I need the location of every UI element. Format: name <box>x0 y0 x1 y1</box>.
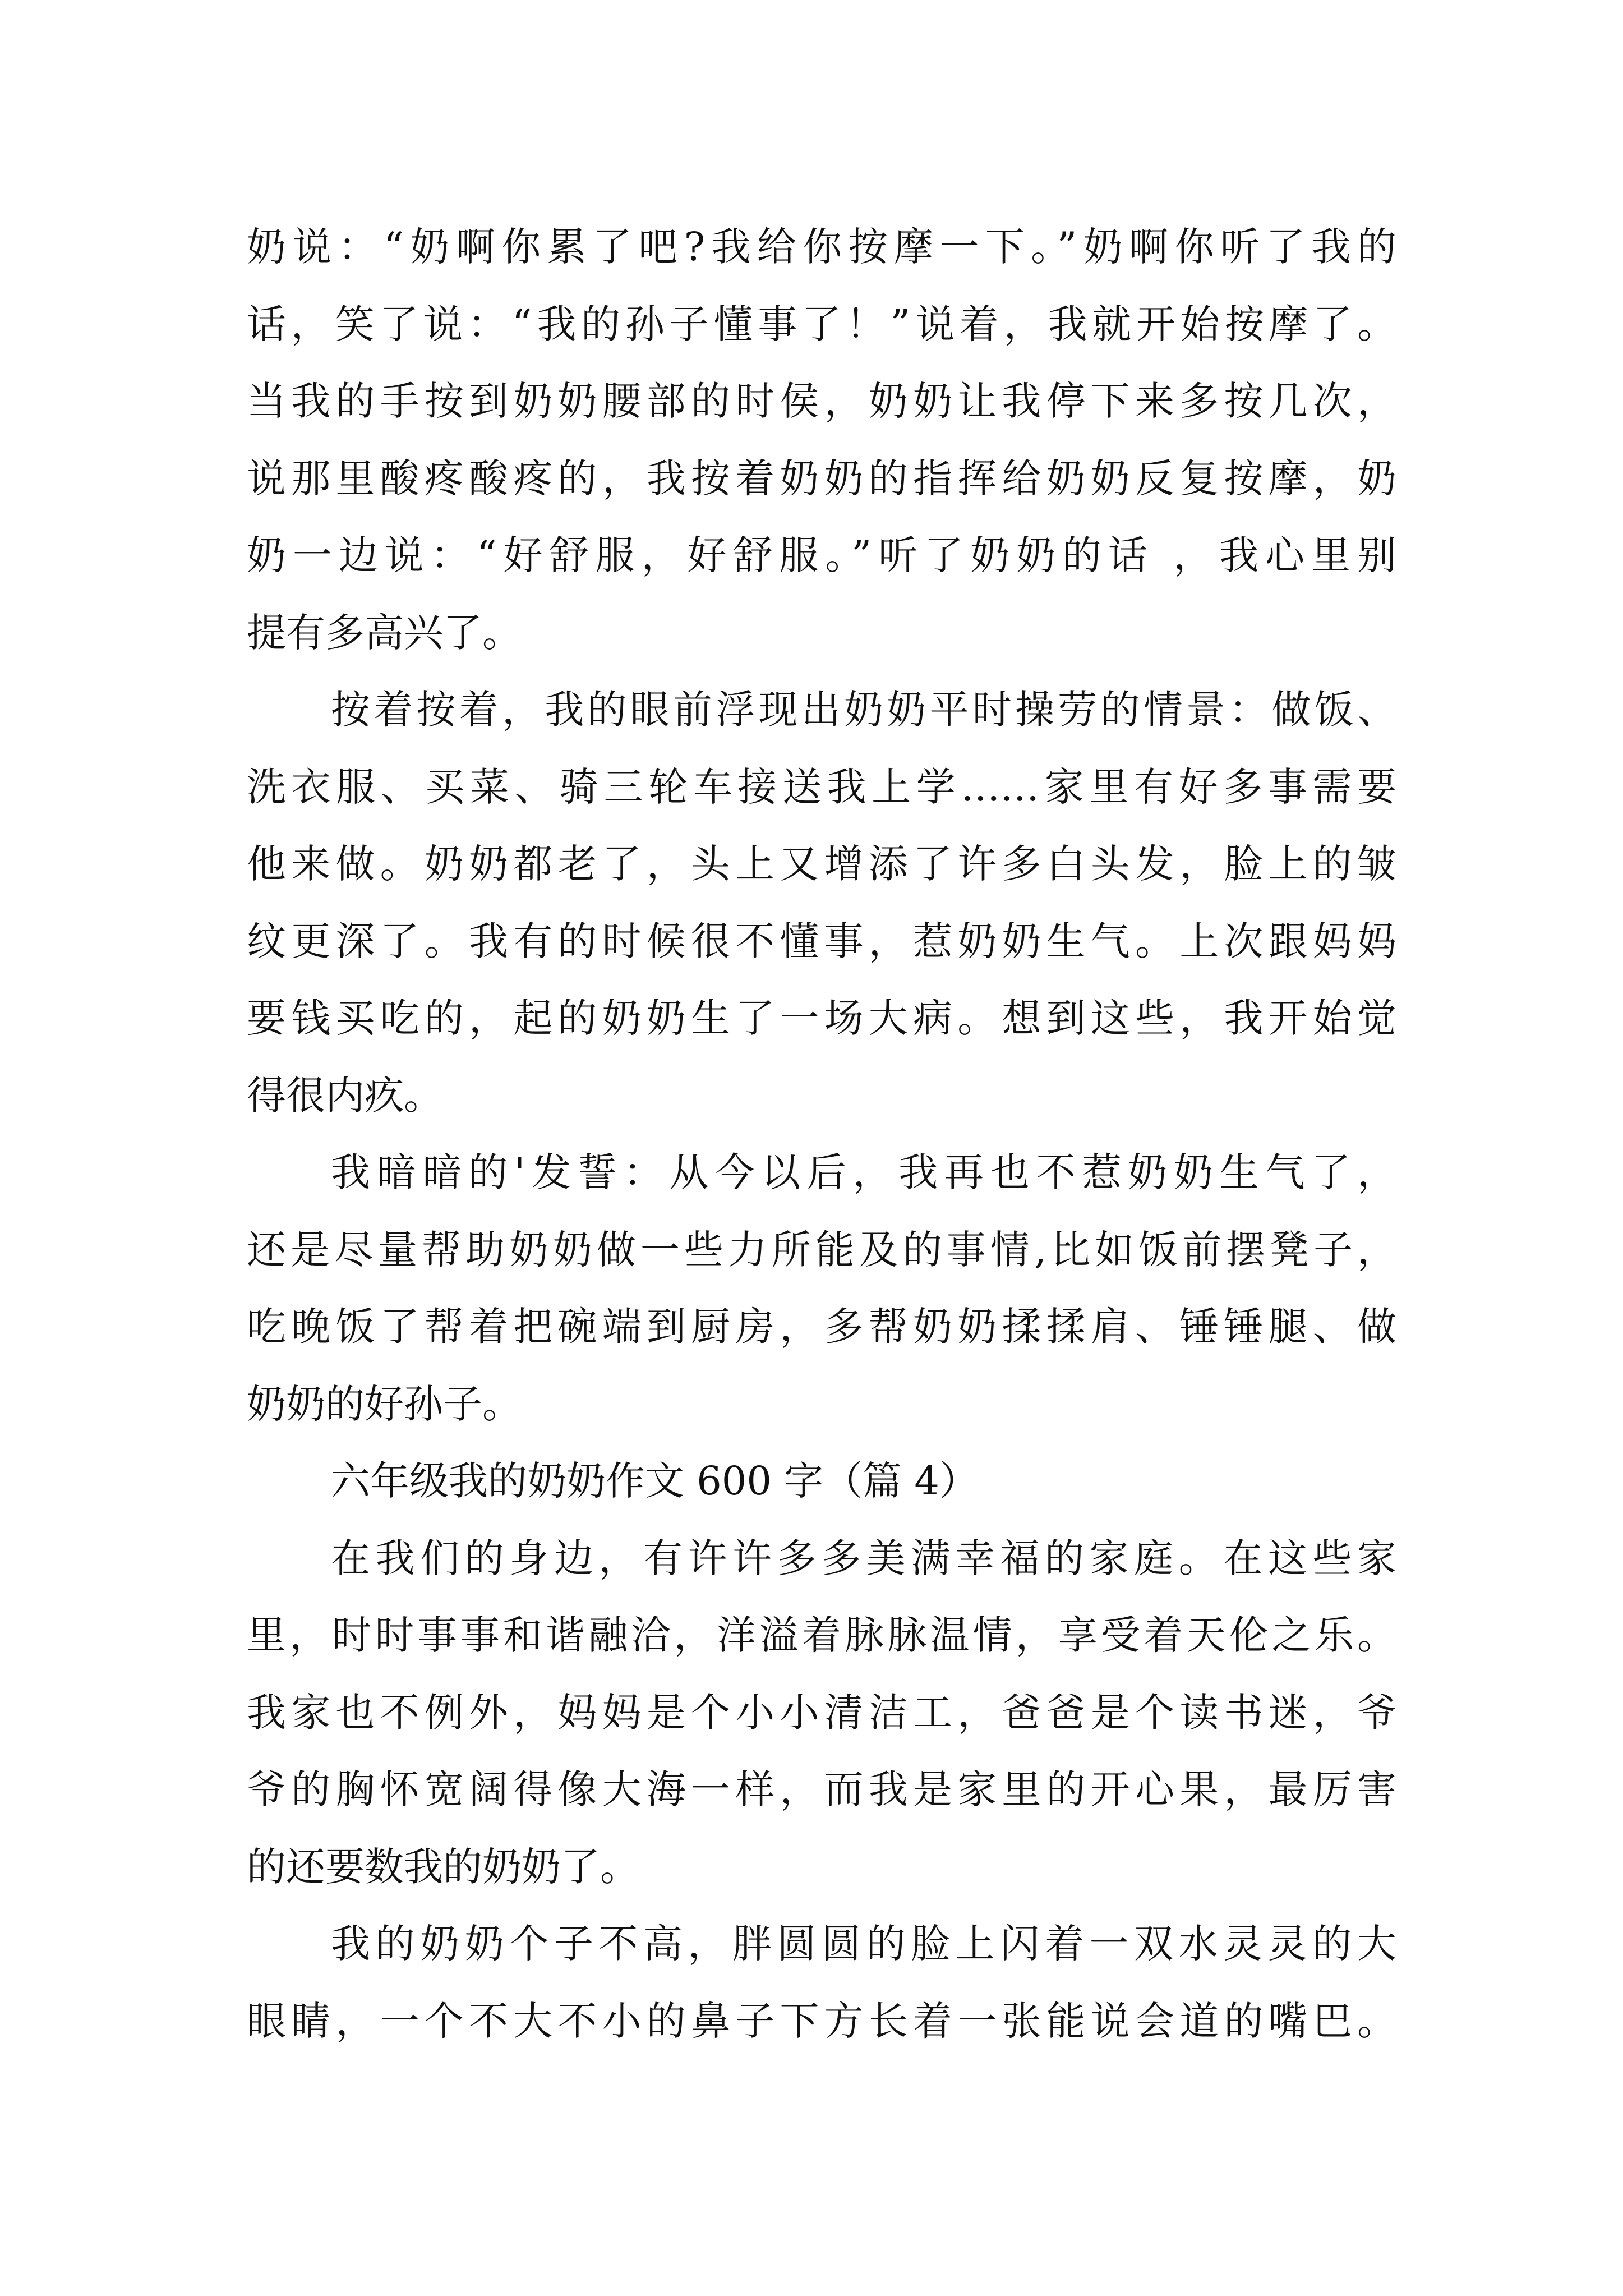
text-line: 提有多高兴了。 <box>247 609 522 656</box>
text-line: 奶一边说：“好舒服，好舒服。”听了奶奶的话 ，我心里别 <box>247 532 1396 578</box>
text-line: 当我的手按到奶奶腰部的时侯，奶奶让我停下来多按几次， <box>247 378 1396 424</box>
text-line: 话，笑了说：“我的孙子懂事了！”说着，我就开始按摩了。 <box>247 301 1396 347</box>
text-line: 得很内疚。 <box>247 1072 443 1119</box>
text-line: 洗衣服、买菜、骑三轮车接送我上学……家里有好多事需要 <box>247 763 1396 810</box>
text-line: 的还要数我的奶奶了。 <box>247 1843 639 1890</box>
text-line: 眼睛，一个不大不小的鼻子下方长着一张能说会道的嘴巴。 <box>247 1998 1396 2044</box>
text-line: 他来做。奶奶都老了，头上又增添了许多白头发，脸上的皱 <box>247 841 1396 887</box>
paragraph-first-line: 我暗暗的'发誓：从今以后，我再也不惹奶奶生气了， <box>331 1149 1396 1195</box>
text-line: 爷的胸怀宽阔得像大海一样，而我是家里的开心果，最厉害 <box>247 1766 1396 1812</box>
text-line: 奶奶的好孙子。 <box>247 1381 522 1427</box>
section-heading: 六年级我的奶奶作文 600 字（篇 4） <box>331 1458 979 1504</box>
paragraph-first-line: 按着按着，我的眼前浮现出奶奶平时操劳的情景：做饭、 <box>331 687 1396 733</box>
text-line: 纹更深了。我有的时候很不懂事，惹奶奶生气。上次跟妈妈 <box>247 918 1396 964</box>
text-line: 还是尽量帮助奶奶做一些力所能及的事情,比如饭前摆凳子， <box>247 1226 1396 1273</box>
text-line: 说那里酸疼酸疼的，我按着奶奶的指挥给奶奶反复按摩，奶 <box>247 455 1396 501</box>
paragraph-first-line: 在我们的身边，有许许多多美满幸福的家庭。在这些家 <box>331 1535 1396 1581</box>
text-line: 奶说：“奶啊你累了吧?我给你按摩一下。”奶啊你听了我的 <box>247 224 1396 270</box>
text-line: 里，时时事事和谐融洽，洋溢着脉脉温情，享受着天伦之乐。 <box>247 1612 1396 1658</box>
essay-text <box>247 209 1396 2060</box>
paragraph-first-line: 我的奶奶个子不高，胖圆圆的脸上闪着一双水灵灵的大 <box>331 1921 1396 1967</box>
text-line: 我家也不例外，妈妈是个小小清洁工，爸爸是个读书迷，爷 <box>247 1689 1396 1736</box>
text-line: 要钱买吃的，起的奶奶生了一场大病。想到这些，我开始觉 <box>247 995 1396 1041</box>
text-line: 吃晚饭了帮着把碗端到厨房，多帮奶奶揉揉肩、锤锤腿、做 <box>247 1304 1396 1350</box>
